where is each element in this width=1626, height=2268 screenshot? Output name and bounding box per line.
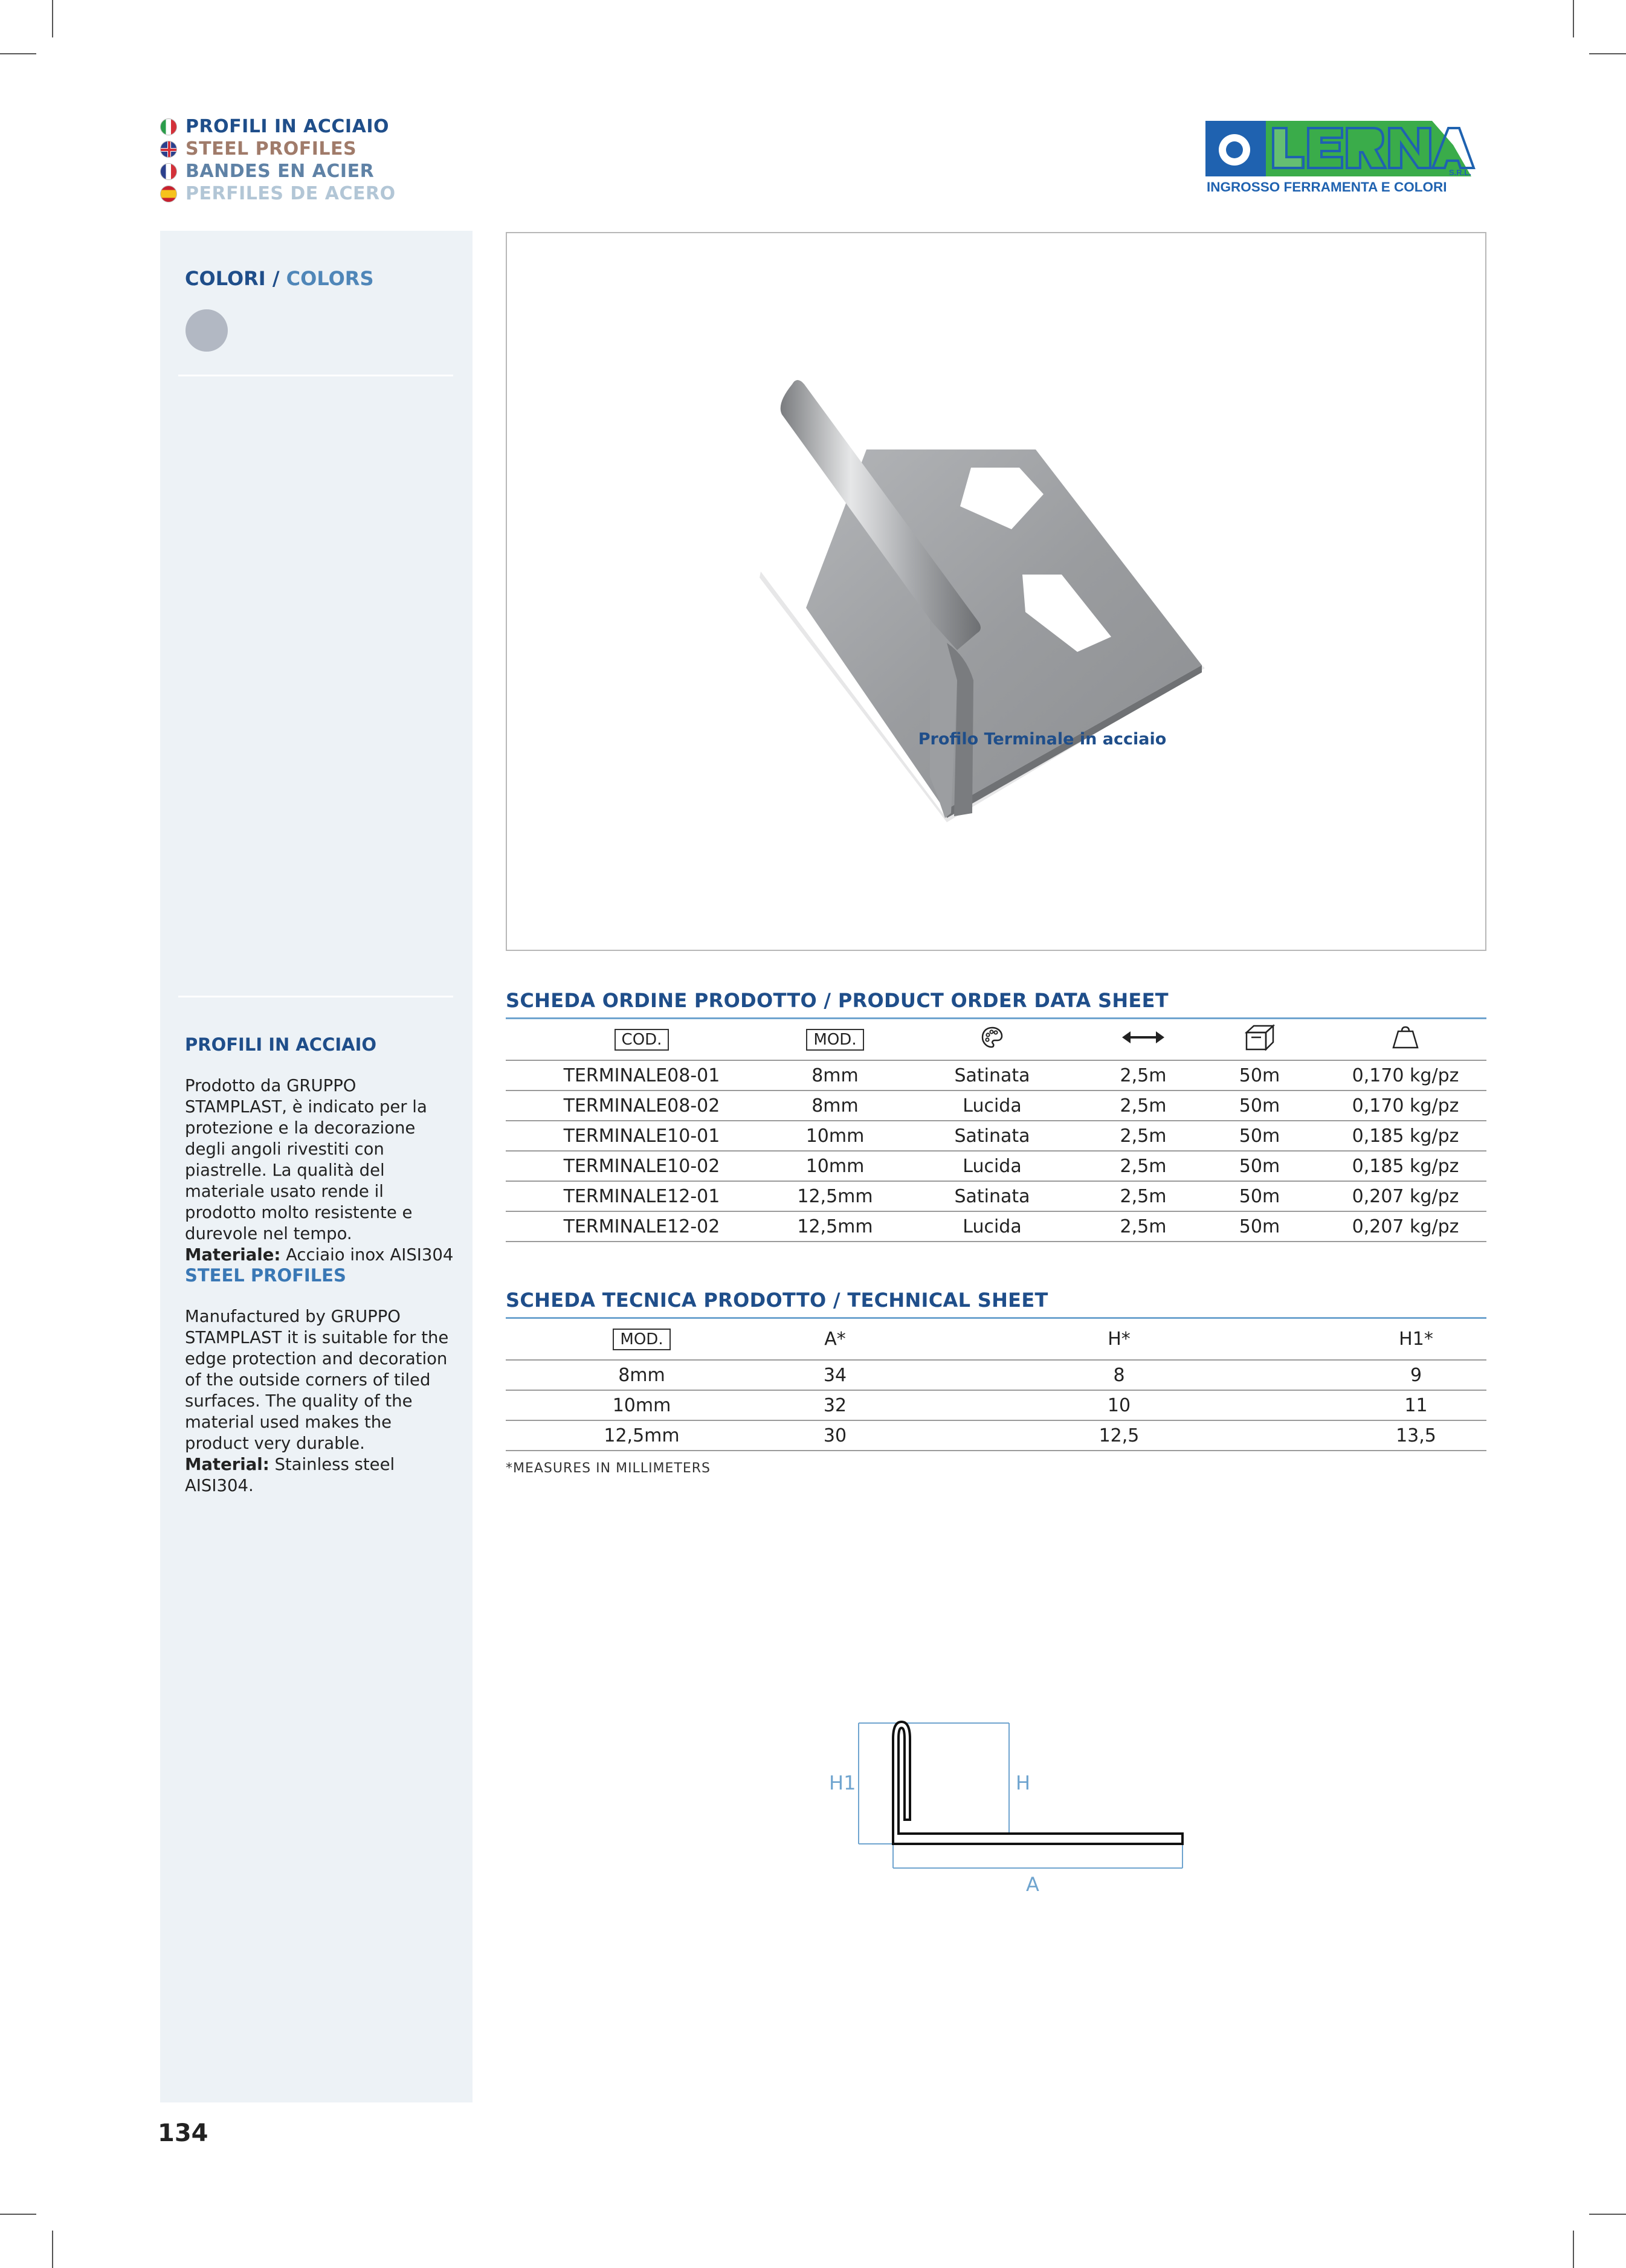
tech-table-header [506, 1319, 1486, 1360]
header-pack [1195, 1019, 1324, 1060]
cell-h1: 11 [1346, 1390, 1486, 1420]
table-row [506, 1211, 1486, 1242]
cell-cod: TERMINALE12-02 [506, 1211, 778, 1242]
header-weight [1324, 1019, 1486, 1060]
dim-label-h: H [1016, 1771, 1031, 1794]
logo-suffix: S.R.L. [1449, 168, 1471, 177]
cell-mod: 12,5mm [778, 1181, 892, 1211]
cell-a: 30 [778, 1420, 892, 1451]
product-caption: Profilo Terminale in acciaio [918, 730, 1167, 749]
palette-icon [981, 1026, 1004, 1049]
crop-mark [52, 2231, 53, 2268]
lang-es-label: PERFILES DE ACERO [186, 183, 396, 204]
measures-note: *MEASURES IN MILLIMETERS [506, 1461, 711, 1476]
lerna-logo [1205, 118, 1477, 196]
color-swatch [186, 309, 228, 352]
header-finish [892, 1019, 1092, 1060]
box-icon [1244, 1024, 1276, 1051]
crop-mark [0, 53, 36, 54]
cell-pack: 50m [1195, 1121, 1324, 1151]
colors-title-en: COLORS [286, 267, 374, 290]
cell-finish: Satinata [892, 1181, 1092, 1211]
lang-en [160, 138, 356, 159]
table-row [506, 1360, 1486, 1390]
cell-mod: 10mm [778, 1151, 892, 1181]
it-section-title: PROFILI IN ACCIAIO [185, 1034, 377, 1055]
table-row [506, 1121, 1486, 1151]
cell-weight: 0,185 kg/pz [1324, 1121, 1486, 1151]
spain-flag-icon [160, 185, 177, 202]
cell-a: 34 [778, 1360, 892, 1390]
length-arrow-icon [1122, 1028, 1164, 1046]
cell-weight: 0,185 kg/pz [1324, 1151, 1486, 1181]
cell-mod: 8mm [506, 1360, 778, 1390]
lang-it-label: PROFILI IN ACCIAIO [186, 116, 389, 137]
table-row [506, 1420, 1486, 1451]
crop-mark [1573, 0, 1574, 37]
colors-title [185, 267, 373, 290]
table-row [506, 1060, 1486, 1091]
header-h1: H1* [1346, 1319, 1486, 1360]
cell-finish: Lucida [892, 1091, 1092, 1121]
cell-finish: Lucida [892, 1211, 1092, 1242]
france-flag-icon [160, 163, 177, 180]
cell-length: 2,5m [1092, 1060, 1195, 1091]
dim-label-h1: H1 [829, 1771, 856, 1794]
sidebar [160, 231, 473, 2102]
en-text: Manufactured by GRUPPO STAMPLAST it is suitable for the edge protection and decoration of the outside corners of tiled surfaces. The quality of the material used makes the product very durable. [185, 1307, 449, 1453]
italy-flag-icon [160, 118, 177, 135]
cod-label: COD. [615, 1029, 669, 1051]
order-sheet-title: SCHEDA ORDINE PRODOTTO / PRODUCT ORDER DATA SHEET [506, 989, 1169, 1012]
cell-weight: 0,170 kg/pz [1324, 1060, 1486, 1091]
table-row [506, 1151, 1486, 1181]
cell-mod: 12,5mm [778, 1211, 892, 1242]
crop-mark [1589, 2214, 1626, 2215]
crop-mark [1589, 53, 1626, 54]
header-a: A* [778, 1319, 892, 1360]
cell-cod: TERMINALE10-02 [506, 1151, 778, 1181]
cell-h: 8 [892, 1360, 1346, 1390]
dim-label-a: A [1026, 1873, 1039, 1896]
sidebar-divider [178, 996, 453, 997]
page-number: 134 [158, 2119, 208, 2147]
cell-a: 32 [778, 1390, 892, 1420]
colors-title-it: COLORI / [185, 267, 286, 290]
cell-pack: 50m [1195, 1091, 1324, 1121]
cell-length: 2,5m [1092, 1151, 1195, 1181]
cell-mod: 10mm [506, 1390, 778, 1420]
it-description [185, 1075, 457, 1266]
it-material-label: Materiale: [185, 1245, 281, 1264]
order-table [506, 1019, 1486, 1242]
cell-length: 2,5m [1092, 1121, 1195, 1151]
sidebar-divider [178, 375, 453, 376]
weight-icon [1392, 1025, 1419, 1049]
cell-length: 2,5m [1092, 1211, 1195, 1242]
lang-it [160, 116, 389, 137]
table-row [506, 1091, 1486, 1121]
cell-finish: Lucida [892, 1151, 1092, 1181]
cell-mod: 8mm [778, 1060, 892, 1091]
crop-mark [0, 2214, 36, 2215]
cell-h1: 9 [1346, 1360, 1486, 1390]
logo-tagline: INGROSSO FERRAMENTA E COLORI [1207, 179, 1447, 195]
header-mod [778, 1019, 892, 1060]
cell-weight: 0,207 kg/pz [1324, 1211, 1486, 1242]
product-image-frame [506, 232, 1486, 951]
cell-length: 2,5m [1092, 1091, 1195, 1121]
order-table-header [506, 1019, 1486, 1060]
cell-pack: 50m [1195, 1181, 1324, 1211]
en-material-label: Material: [185, 1455, 269, 1474]
uk-flag-icon [160, 141, 177, 158]
header-cod [506, 1019, 778, 1060]
crop-mark [52, 0, 53, 37]
mod-label: MOD. [613, 1329, 670, 1350]
lang-fr [160, 161, 374, 182]
lang-en-label: STEEL PROFILES [186, 138, 357, 159]
lang-es [160, 183, 396, 204]
it-material-value: Acciaio inox AISI304 [280, 1245, 454, 1264]
cell-pack: 50m [1195, 1060, 1324, 1091]
header-mod [506, 1319, 778, 1360]
cell-finish: Satinata [892, 1060, 1092, 1091]
cell-cod: TERMINALE12-01 [506, 1181, 778, 1211]
en-material-value: Stainless steel AISI304. [185, 1455, 395, 1495]
cell-weight: 0,207 kg/pz [1324, 1181, 1486, 1211]
cell-mod: 8mm [778, 1091, 892, 1121]
tech-table-body [506, 1360, 1486, 1451]
cell-finish: Satinata [892, 1121, 1092, 1151]
order-table-body [506, 1060, 1486, 1242]
cell-length: 2,5m [1092, 1181, 1195, 1211]
en-section-title: STEEL PROFILES [185, 1265, 346, 1286]
en-description [185, 1306, 457, 1496]
header-h: H* [892, 1319, 1346, 1360]
it-text: Prodotto da GRUPPO STAMPLAST, è indicato per la protezione e la decorazione degli angoli rivestiti con piastrelle. La qualità del materiale usato rende il prodotto molto resistente e durevole nel tempo. [185, 1076, 427, 1243]
cell-h: 10 [892, 1390, 1346, 1420]
cell-cod: TERMINALE08-02 [506, 1091, 778, 1121]
cell-h1: 13,5 [1346, 1420, 1486, 1451]
cell-mod: 12,5mm [506, 1420, 778, 1451]
table-row [506, 1181, 1486, 1211]
tech-sheet-title: SCHEDA TECNICA PRODOTTO / TECHNICAL SHEET [506, 1289, 1048, 1312]
mod-label: MOD. [806, 1029, 863, 1051]
cell-pack: 50m [1195, 1151, 1324, 1181]
cell-h: 12,5 [892, 1420, 1346, 1451]
cell-cod: TERMINALE08-01 [506, 1060, 778, 1091]
tech-table [506, 1319, 1486, 1451]
lang-fr-label: BANDES EN ACIER [186, 161, 375, 182]
cell-cod: TERMINALE10-01 [506, 1121, 778, 1151]
cell-pack: 50m [1195, 1211, 1324, 1242]
cell-mod: 10mm [778, 1121, 892, 1151]
product-image [507, 233, 1485, 950]
crop-mark [1573, 2231, 1574, 2268]
table-row [506, 1390, 1486, 1420]
cell-weight: 0,170 kg/pz [1324, 1091, 1486, 1121]
header-length [1092, 1019, 1195, 1060]
